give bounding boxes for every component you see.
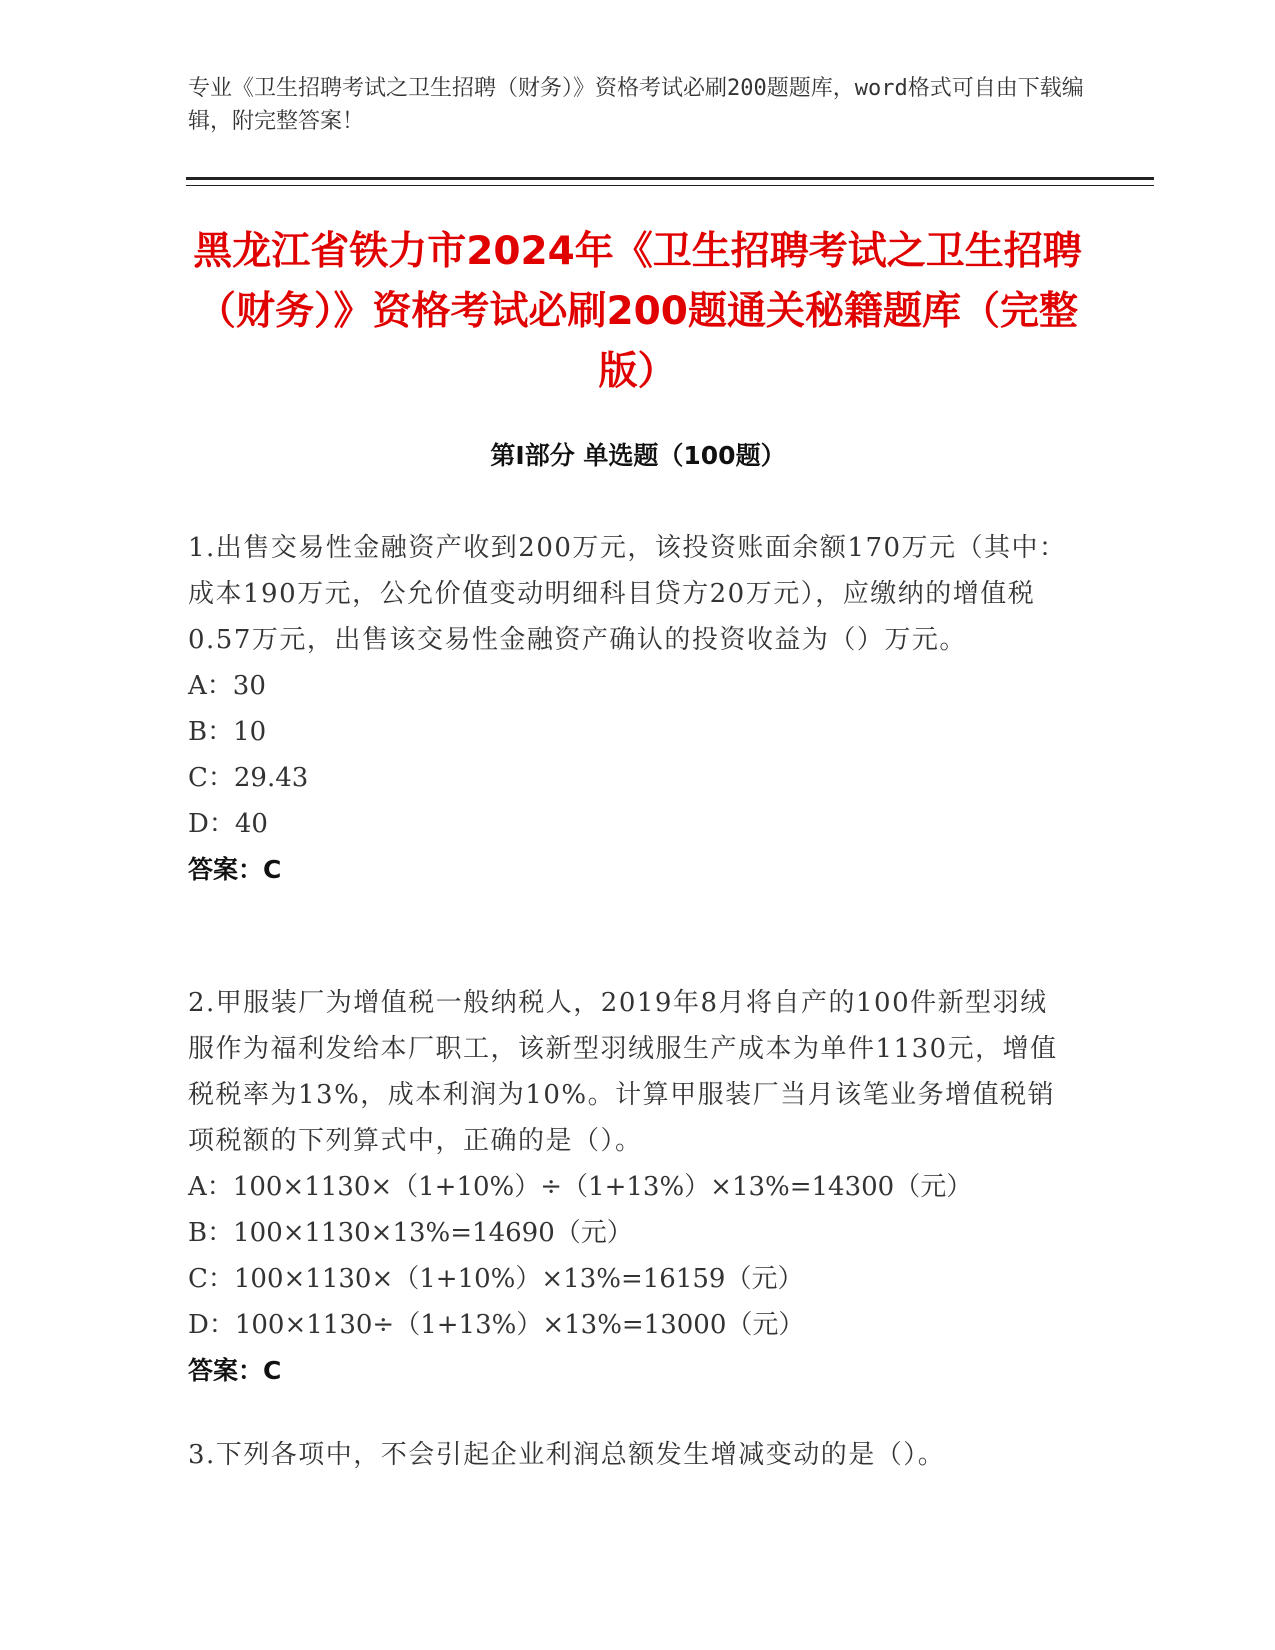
option-d: D：100×1130÷（1+13%）×13%=13000（元）	[188, 1310, 805, 1340]
answer-label: 答案：C	[188, 855, 282, 884]
question-1	[188, 525, 1068, 893]
answer-label: 答案：C	[188, 1356, 282, 1385]
header-rule-thin	[186, 185, 1154, 186]
option-c: C：100×1130×（1+10%）×13%=16159（元）	[188, 1264, 804, 1294]
section-title: 第Ⅰ部分 单选题（100题）	[490, 441, 786, 470]
question-stem: 3.下列各项中，不会引起企业利润总额发生增减变动的是（）。	[188, 1440, 946, 1470]
question-stem: 1.出售交易性金融资产收到200万元，该投资账面余额170万元（其中：成本190万元，公允价值变动明细科目贷方20万元），应缴纳的增值税0.57万元，出售该交易性金融资产确认的投资收益为（）万元。	[188, 533, 1067, 655]
option-b: B：10	[188, 717, 267, 747]
option-d: D：40	[188, 809, 268, 839]
header-note: 专业《卫生招聘考试之卫生招聘（财务）》资格考试必刷200题题库，word格式可自由下载编辑，附完整答案！	[188, 76, 1084, 134]
option-c: C：29.43	[188, 763, 309, 793]
document-title: 黑龙江省铁力市2024年《卫生招聘考试之卫生招聘（财务）》资格考试必刷200题通关秘籍题库（完整版）	[193, 229, 1082, 394]
question-3	[188, 1432, 1068, 1478]
question-stem: 2.甲服装厂为增值税一般纳税人，2019年8月将自产的100件新型羽绒服作为福利发给本厂职工，该新型羽绒服生产成本为单件1130元，增值税税率为13%，成本利润为10%。计算甲服装厂当月该笔业务增值税销项税额的下列算式中，正确的是（）。	[188, 988, 1058, 1156]
header-rule-thick	[186, 177, 1154, 180]
option-b: B：100×1130×13%=14690（元）	[188, 1218, 633, 1248]
question-2	[188, 980, 1068, 1394]
option-a: A：30	[188, 671, 266, 701]
option-a: A：100×1130×（1+10%）÷（1+13%）×13%=14300（元）	[188, 1172, 973, 1202]
